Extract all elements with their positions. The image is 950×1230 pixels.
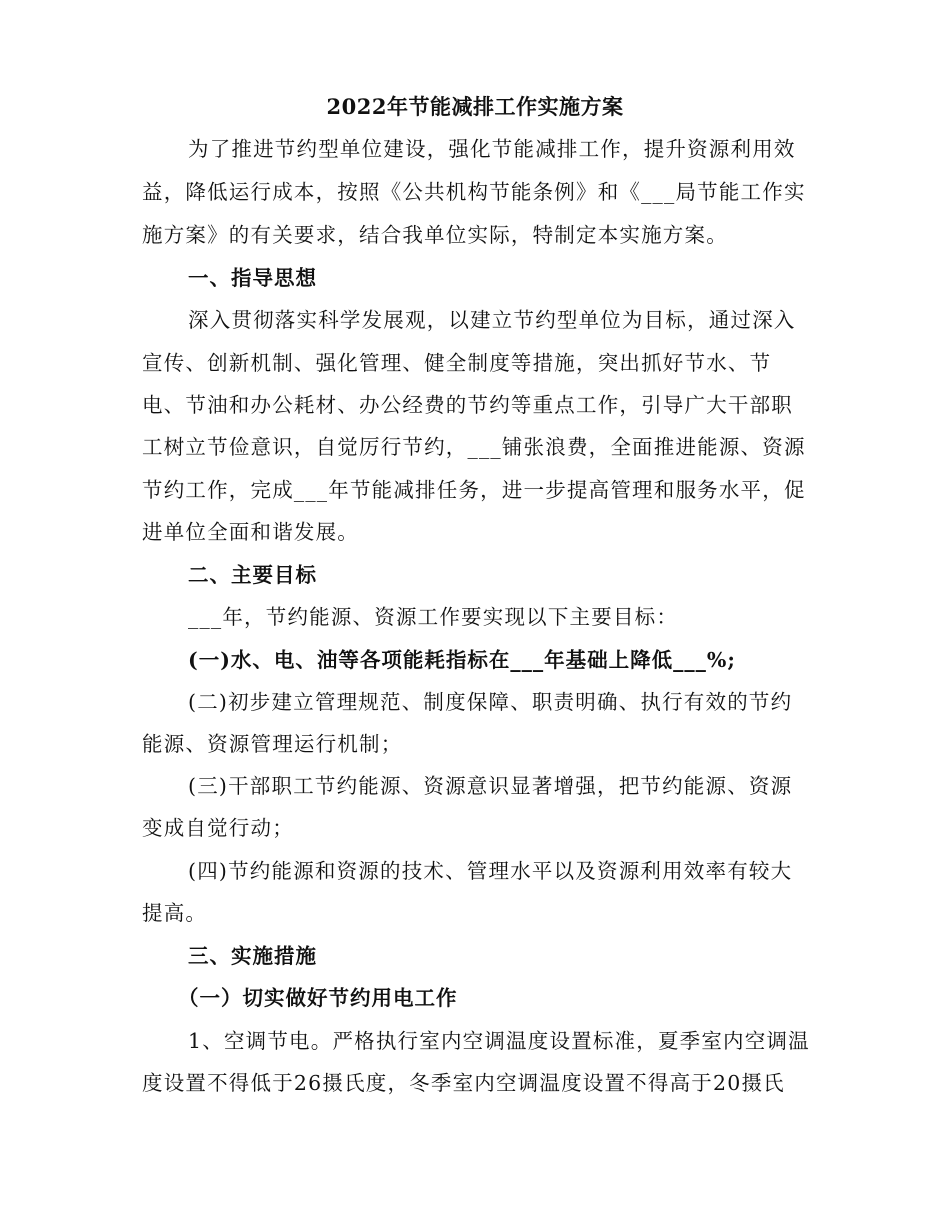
- goal-item-3-line-1: (三)干部职工节约能源、资源意识显著增强，把节约能源、资源: [188, 774, 793, 798]
- goal-item-2-line-1: (二)初步建立管理规范、制度保障、职责明确、执行有效的节约: [188, 690, 793, 714]
- goal-item-1: (一)水、电、油等各项能耗指标在___年基础上降低___%;: [188, 648, 736, 672]
- document-title: 2022年节能减排工作实施方案: [326, 94, 624, 119]
- goal-item-4-line-2: 提高。: [142, 901, 208, 925]
- guiding-line-4: 工树立节俭意识，自觉厉行节约，___铺张浪费，全面推进能源、资源: [142, 435, 806, 459]
- guiding-line-1: 深入贯彻落实科学发展观，以建立节约型单位为目标，通过深入: [188, 308, 796, 332]
- goals-intro-line: ___年，节约能源、资源工作要实现以下主要目标：: [188, 605, 679, 629]
- goal-item-4-line-1: (四)节约能源和资源的技术、管理水平以及资源利用效率有较大: [188, 859, 793, 883]
- guiding-line-5: 节约工作，完成___年节能减排任务，进一步提高管理和服务水平，促: [142, 478, 806, 502]
- intro-line-2: 益，降低运行成本，按照《公共机构节能条例》和《___局节能工作实: [142, 180, 806, 204]
- intro-line-1: 为了推进节约型单位建设，强化节能减排工作，提升资源利用效: [188, 137, 796, 161]
- intro-line-3: 施方案》的有关要求，结合我单位实际，特制定本实施方案。: [142, 223, 728, 247]
- guiding-line-6: 进单位全面和谐发展。: [142, 520, 359, 544]
- measure-line-2: 度设置不得低于26摄氏度，冬季室内空调温度设置不得高于20摄氏: [142, 1071, 785, 1095]
- measure-line-1: 1、空调节电。严格执行室内空调温度设置标准，夏季室内空调温: [188, 1029, 810, 1053]
- section-heading-measures: 三、实施措施: [188, 944, 317, 968]
- guiding-line-3: 电、节油和办公耗材、办公经费的节约等重点工作，引导广大干部职: [142, 393, 793, 417]
- section-heading-guiding-ideology: 一、指导思想: [188, 266, 317, 290]
- guiding-line-2: 宣传、创新机制、强化管理、健全制度等措施，突出抓好节水、节: [142, 351, 772, 375]
- section-heading-main-goals: 二、主要目标: [188, 563, 317, 587]
- goal-item-2-line-2: 能源、资源管理运行机制；: [142, 732, 403, 756]
- subsection-heading-electricity: （一）切实做好节约用电工作: [178, 986, 458, 1010]
- goal-item-3-line-2: 变成自觉行动；: [142, 816, 294, 840]
